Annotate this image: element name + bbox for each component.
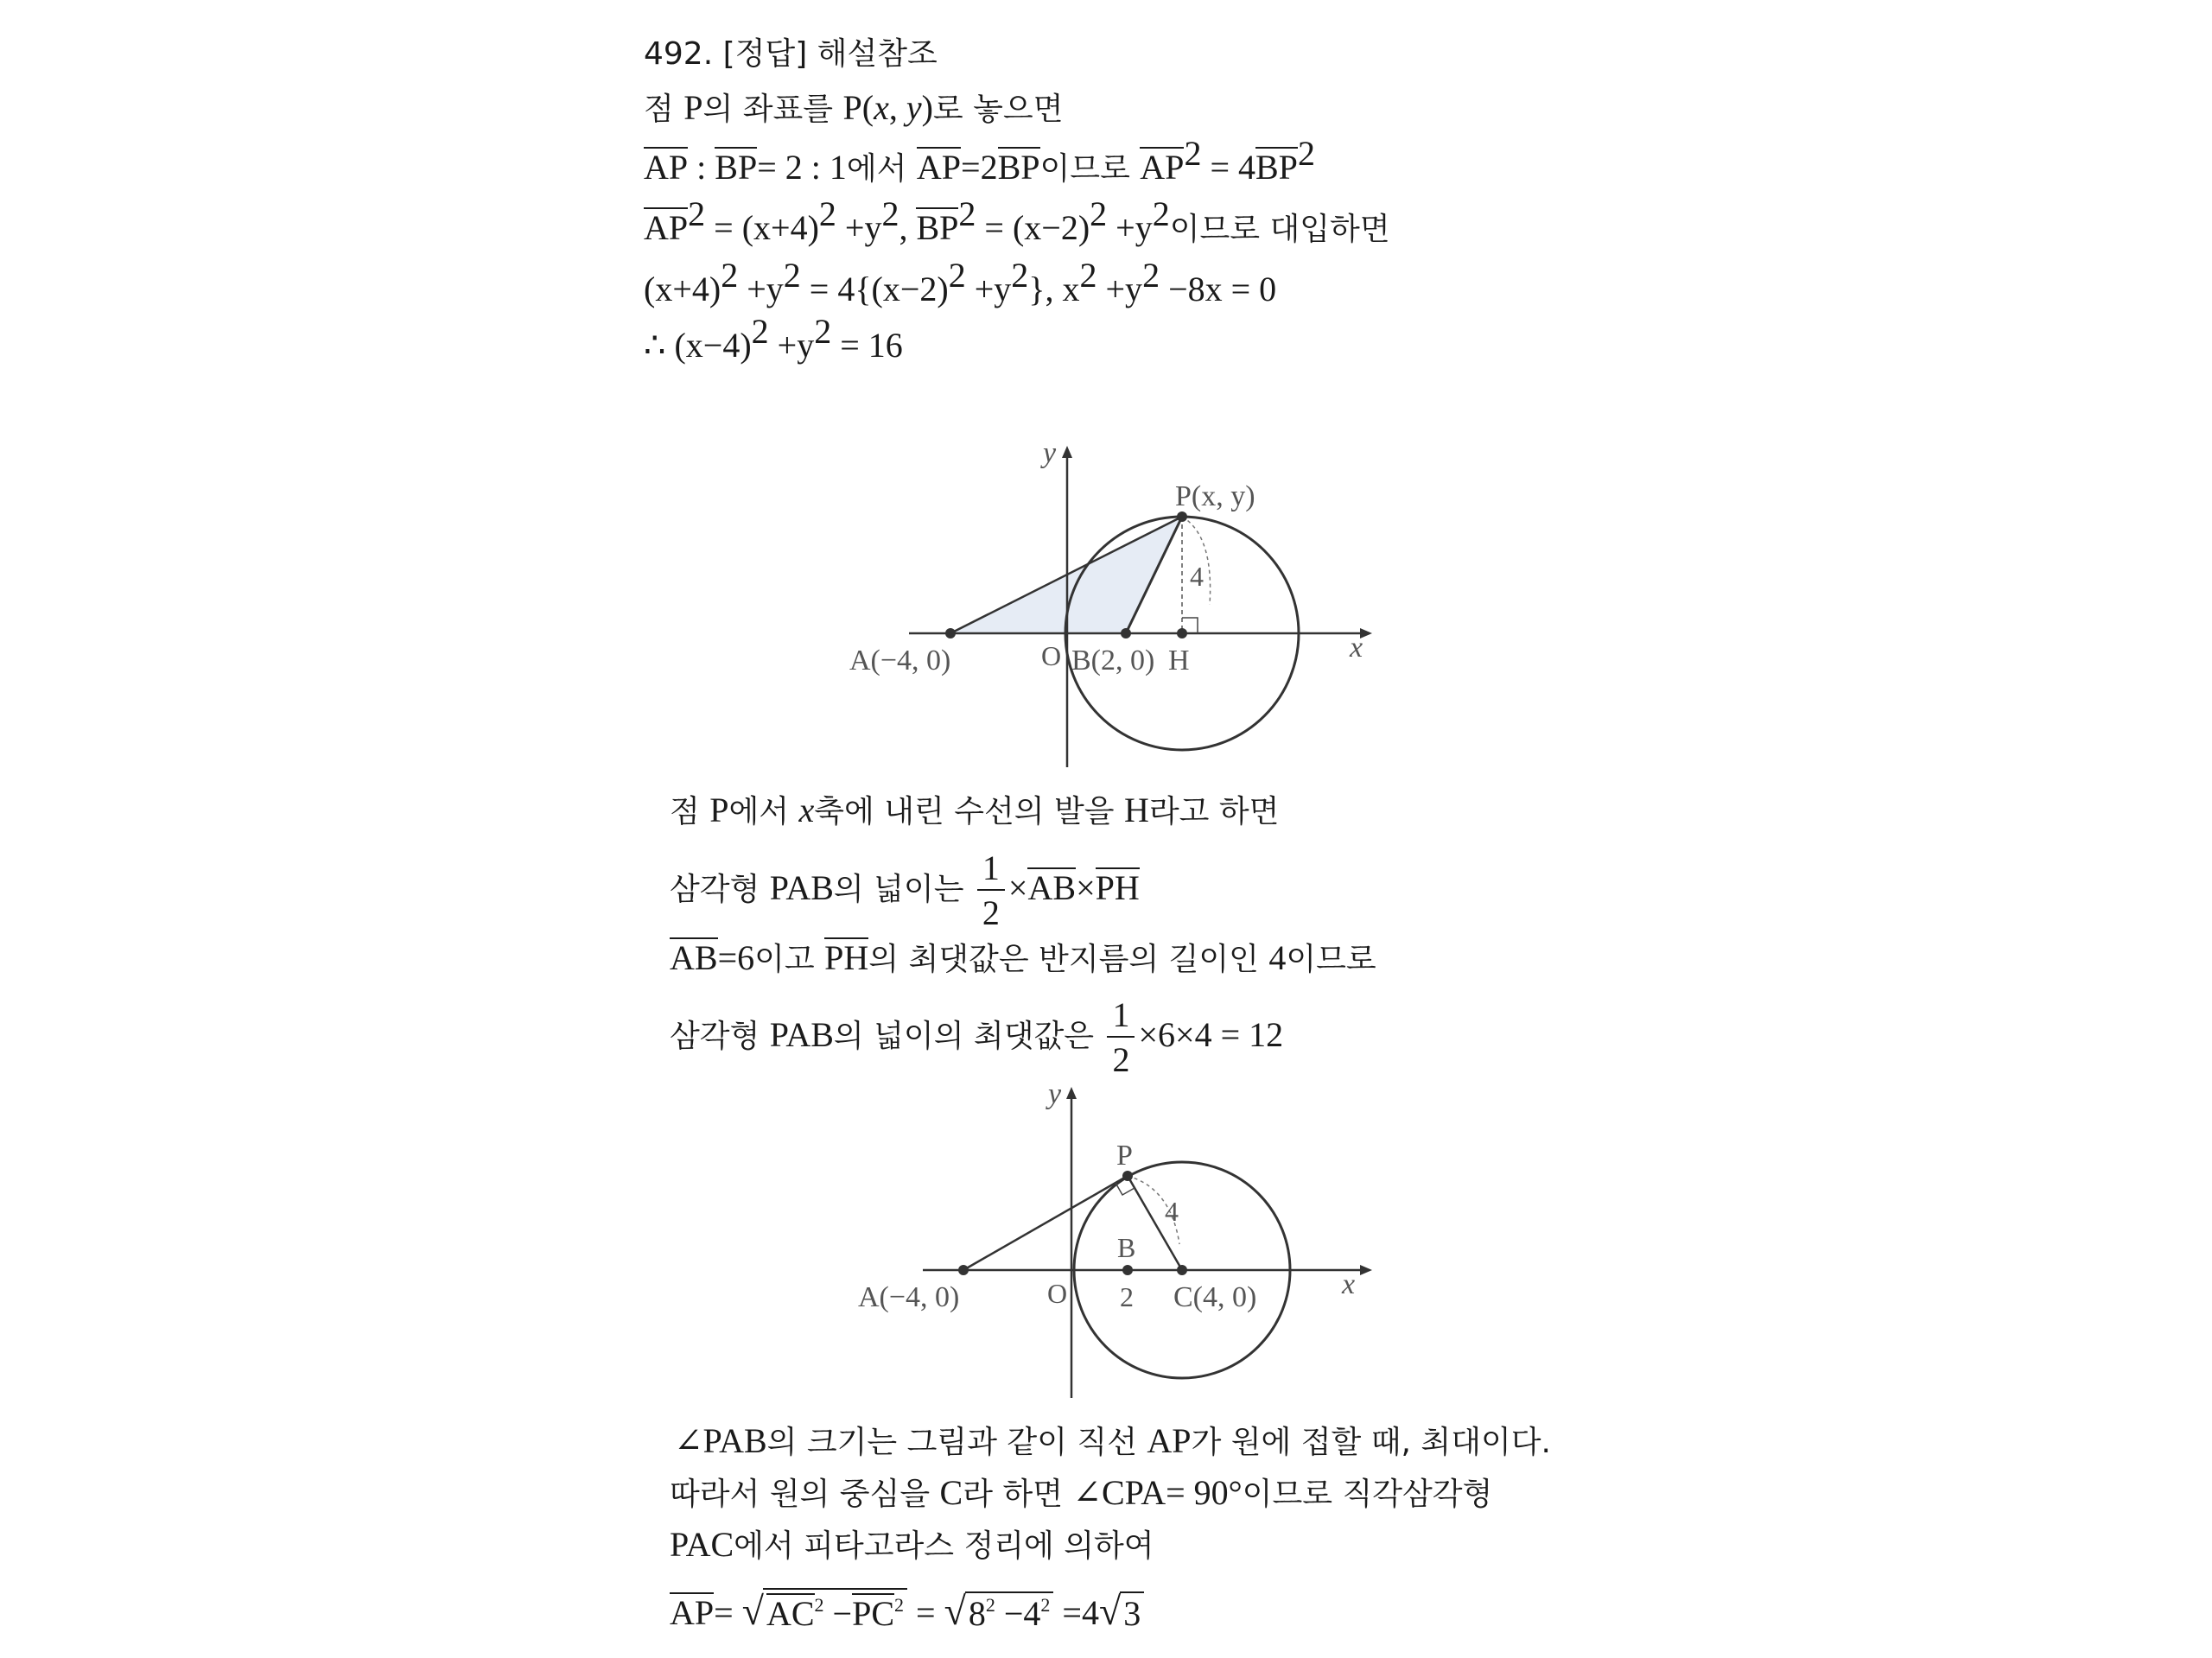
segment-ap: AP: [644, 208, 689, 247]
math: ∠CPA= 90°: [1072, 1473, 1243, 1512]
numerator: 1: [1107, 998, 1135, 1038]
math: +y: [1096, 270, 1143, 308]
text: 축에 내린 수선의 발을: [814, 794, 1125, 829]
sqrt-ac-pc: [742, 1588, 907, 1631]
sqrt-3: [1099, 1591, 1144, 1631]
math: +y: [836, 208, 882, 247]
label-a: A(−4, 0): [849, 645, 951, 677]
math: +y: [768, 326, 815, 365]
figure-2: [858, 1078, 1372, 1398]
segment-ap: AP: [916, 148, 962, 187]
math: P(: [842, 88, 874, 127]
sqrt-8-4: [944, 1591, 1054, 1631]
exponent: 2: [751, 312, 769, 351]
segment-bp: BP: [916, 208, 959, 247]
exponent: 2: [818, 194, 836, 233]
math: H: [1124, 791, 1149, 829]
math: = 4{(x−2): [800, 270, 949, 308]
math: PAB: [769, 1015, 834, 1054]
exponent: 2: [881, 194, 899, 233]
exponent: 2: [688, 194, 706, 233]
segment-bp: BP: [997, 148, 1040, 187]
text: 점: [670, 794, 710, 829]
text: 에서 피타고라스 정리에 의하여: [734, 1528, 1154, 1564]
text: 의 크기는 그림과 같이 직선: [766, 1425, 1147, 1460]
text: 삼각형: [670, 872, 770, 907]
text: 이고: [754, 942, 825, 977]
text: 의 최댓값은 반지름의 길이인: [868, 942, 1269, 977]
result-line: [670, 1588, 1144, 1631]
segment-ab: AB: [1027, 868, 1077, 907]
math: AP: [1147, 1421, 1192, 1460]
exponent: 2: [814, 312, 832, 351]
segment-ph: PH: [1095, 868, 1140, 907]
segment-ap: AP: [1140, 148, 1185, 187]
math: −4: [995, 1594, 1041, 1633]
text: 라고 하면: [1148, 794, 1280, 829]
math: ,: [899, 208, 917, 247]
text: 이므로: [1039, 151, 1141, 187]
text: 로 놓으면: [932, 92, 1064, 127]
math: =4: [1053, 1593, 1099, 1632]
numerator: 1: [977, 851, 1005, 891]
text: 점: [644, 92, 684, 127]
exponent: 2: [1011, 256, 1029, 295]
radical: √: [1098, 1589, 1122, 1633]
text: 의 넓이는: [833, 872, 974, 907]
x-axis-arrow: [1360, 1265, 1372, 1275]
text: 가 원에 접할 때, 최대이다.: [1191, 1425, 1551, 1460]
y-axis-arrow: [1066, 1087, 1077, 1099]
math: =2: [961, 148, 998, 187]
math: +y: [1107, 208, 1153, 247]
dot-b: [1122, 1265, 1133, 1275]
math: =6: [717, 938, 755, 977]
exponent: 2: [1152, 194, 1170, 233]
denominator: 2: [982, 893, 1000, 932]
label-a: A(−4, 0): [858, 1281, 960, 1313]
exponent: 2: [783, 256, 801, 295]
exponent: 2: [1040, 1594, 1051, 1616]
math: = (x−2): [976, 208, 1090, 247]
pythagoras-line: [670, 1525, 1154, 1564]
math: ,: [888, 88, 906, 127]
math: +y: [738, 270, 784, 308]
math: −: [823, 1594, 853, 1633]
radicand: [965, 1591, 1054, 1631]
math: PAC: [670, 1525, 734, 1564]
math: x: [798, 791, 815, 829]
tangent-ap: [963, 1176, 1128, 1270]
math: = 4: [1201, 148, 1255, 187]
segment-ap: AP: [644, 148, 689, 187]
segment-ph: PH: [824, 938, 869, 977]
math: P: [709, 791, 729, 829]
label-p: P(x, y): [1175, 480, 1255, 512]
math: ∠PAB: [674, 1421, 767, 1460]
text: 따라서 원의 중심을: [670, 1477, 940, 1512]
math: ∴ (x−4): [644, 326, 752, 365]
math: 4: [1268, 938, 1287, 977]
text: 이므로: [1286, 942, 1376, 977]
text: 이므로 직각삼각형: [1242, 1477, 1493, 1512]
exponent: 2: [894, 1594, 905, 1616]
math: x: [874, 88, 889, 127]
segment-pc: PC: [852, 1594, 895, 1633]
segment-bp: BP: [1255, 148, 1298, 187]
text: 의 좌표를: [702, 92, 843, 127]
text: 의 넓이의 최댓값은: [833, 1019, 1104, 1054]
math: :: [688, 148, 715, 187]
exponent: 2: [985, 1594, 995, 1616]
label-p: P: [1116, 1140, 1133, 1172]
math: = 16: [831, 326, 903, 365]
label-o: O: [1041, 640, 1062, 671]
segment-ac: AC: [766, 1594, 815, 1633]
math: =: [907, 1593, 944, 1632]
math: +y: [965, 270, 1012, 308]
label-h: H: [1168, 645, 1190, 677]
radical: √: [741, 1589, 764, 1633]
text: 이므로 대입하면: [1169, 212, 1390, 247]
math: y: [906, 88, 922, 127]
math: P: [683, 88, 703, 127]
exponent: 2: [1079, 256, 1097, 295]
y-axis-label: y: [1048, 1078, 1062, 1110]
dot-c: [1177, 1265, 1187, 1275]
label-tick-2: 2: [1120, 1281, 1134, 1312]
x-axis-label: x: [1350, 632, 1363, 664]
exponent: 2: [948, 256, 966, 295]
text: 에서: [728, 794, 799, 829]
exponent: 2: [1142, 256, 1160, 295]
math: PAB: [769, 868, 834, 907]
segment-ap: AP: [670, 1593, 715, 1632]
math: 8: [968, 1594, 986, 1633]
exponent: 2: [721, 256, 739, 295]
y-axis-label: y: [1043, 437, 1057, 469]
dot-p: [1122, 1171, 1133, 1181]
label-o: O: [1047, 1278, 1068, 1309]
header-text: 492. [정답] 해설참조: [644, 36, 938, 72]
text: 삼각형: [670, 1019, 770, 1054]
label-radius: 4: [1165, 1196, 1179, 1227]
label-c: C(4, 0): [1173, 1281, 1257, 1313]
math: = (x+4): [705, 208, 819, 247]
label-b: B: [1117, 1232, 1136, 1263]
math: −8x = 0: [1160, 270, 1277, 308]
exponent: 2: [958, 194, 976, 233]
right-angle-line: [670, 1473, 1493, 1512]
exponent: 2: [814, 1594, 824, 1616]
denominator: 2: [1112, 1040, 1130, 1079]
math: =: [714, 1593, 742, 1632]
exponent: 2: [1090, 194, 1108, 233]
math: ×: [1076, 868, 1096, 907]
math: }, x: [1028, 270, 1080, 308]
x-axis-label: x: [1342, 1268, 1356, 1300]
math: C: [939, 1473, 963, 1512]
label-radius: 4: [1190, 561, 1204, 592]
dot-a: [958, 1265, 969, 1275]
segment-bp: BP: [715, 148, 758, 187]
text: 라 하면: [963, 1477, 1073, 1512]
math: ×6×4 = 12: [1138, 1015, 1284, 1054]
math: (x+4): [644, 270, 721, 308]
radicand: 3: [1120, 1591, 1144, 1631]
segment-ab: AB: [670, 938, 718, 977]
tangent-line: [674, 1421, 1551, 1460]
exponent: 2: [1184, 134, 1202, 173]
radical: √: [944, 1589, 966, 1633]
text: 에서: [846, 151, 917, 187]
label-b: B(2, 0): [1071, 645, 1155, 677]
math: ×: [1007, 868, 1028, 907]
math: = 2 : 1: [757, 148, 847, 187]
exponent: 2: [1297, 134, 1315, 173]
radicand: [763, 1588, 907, 1631]
math: ): [921, 88, 933, 127]
